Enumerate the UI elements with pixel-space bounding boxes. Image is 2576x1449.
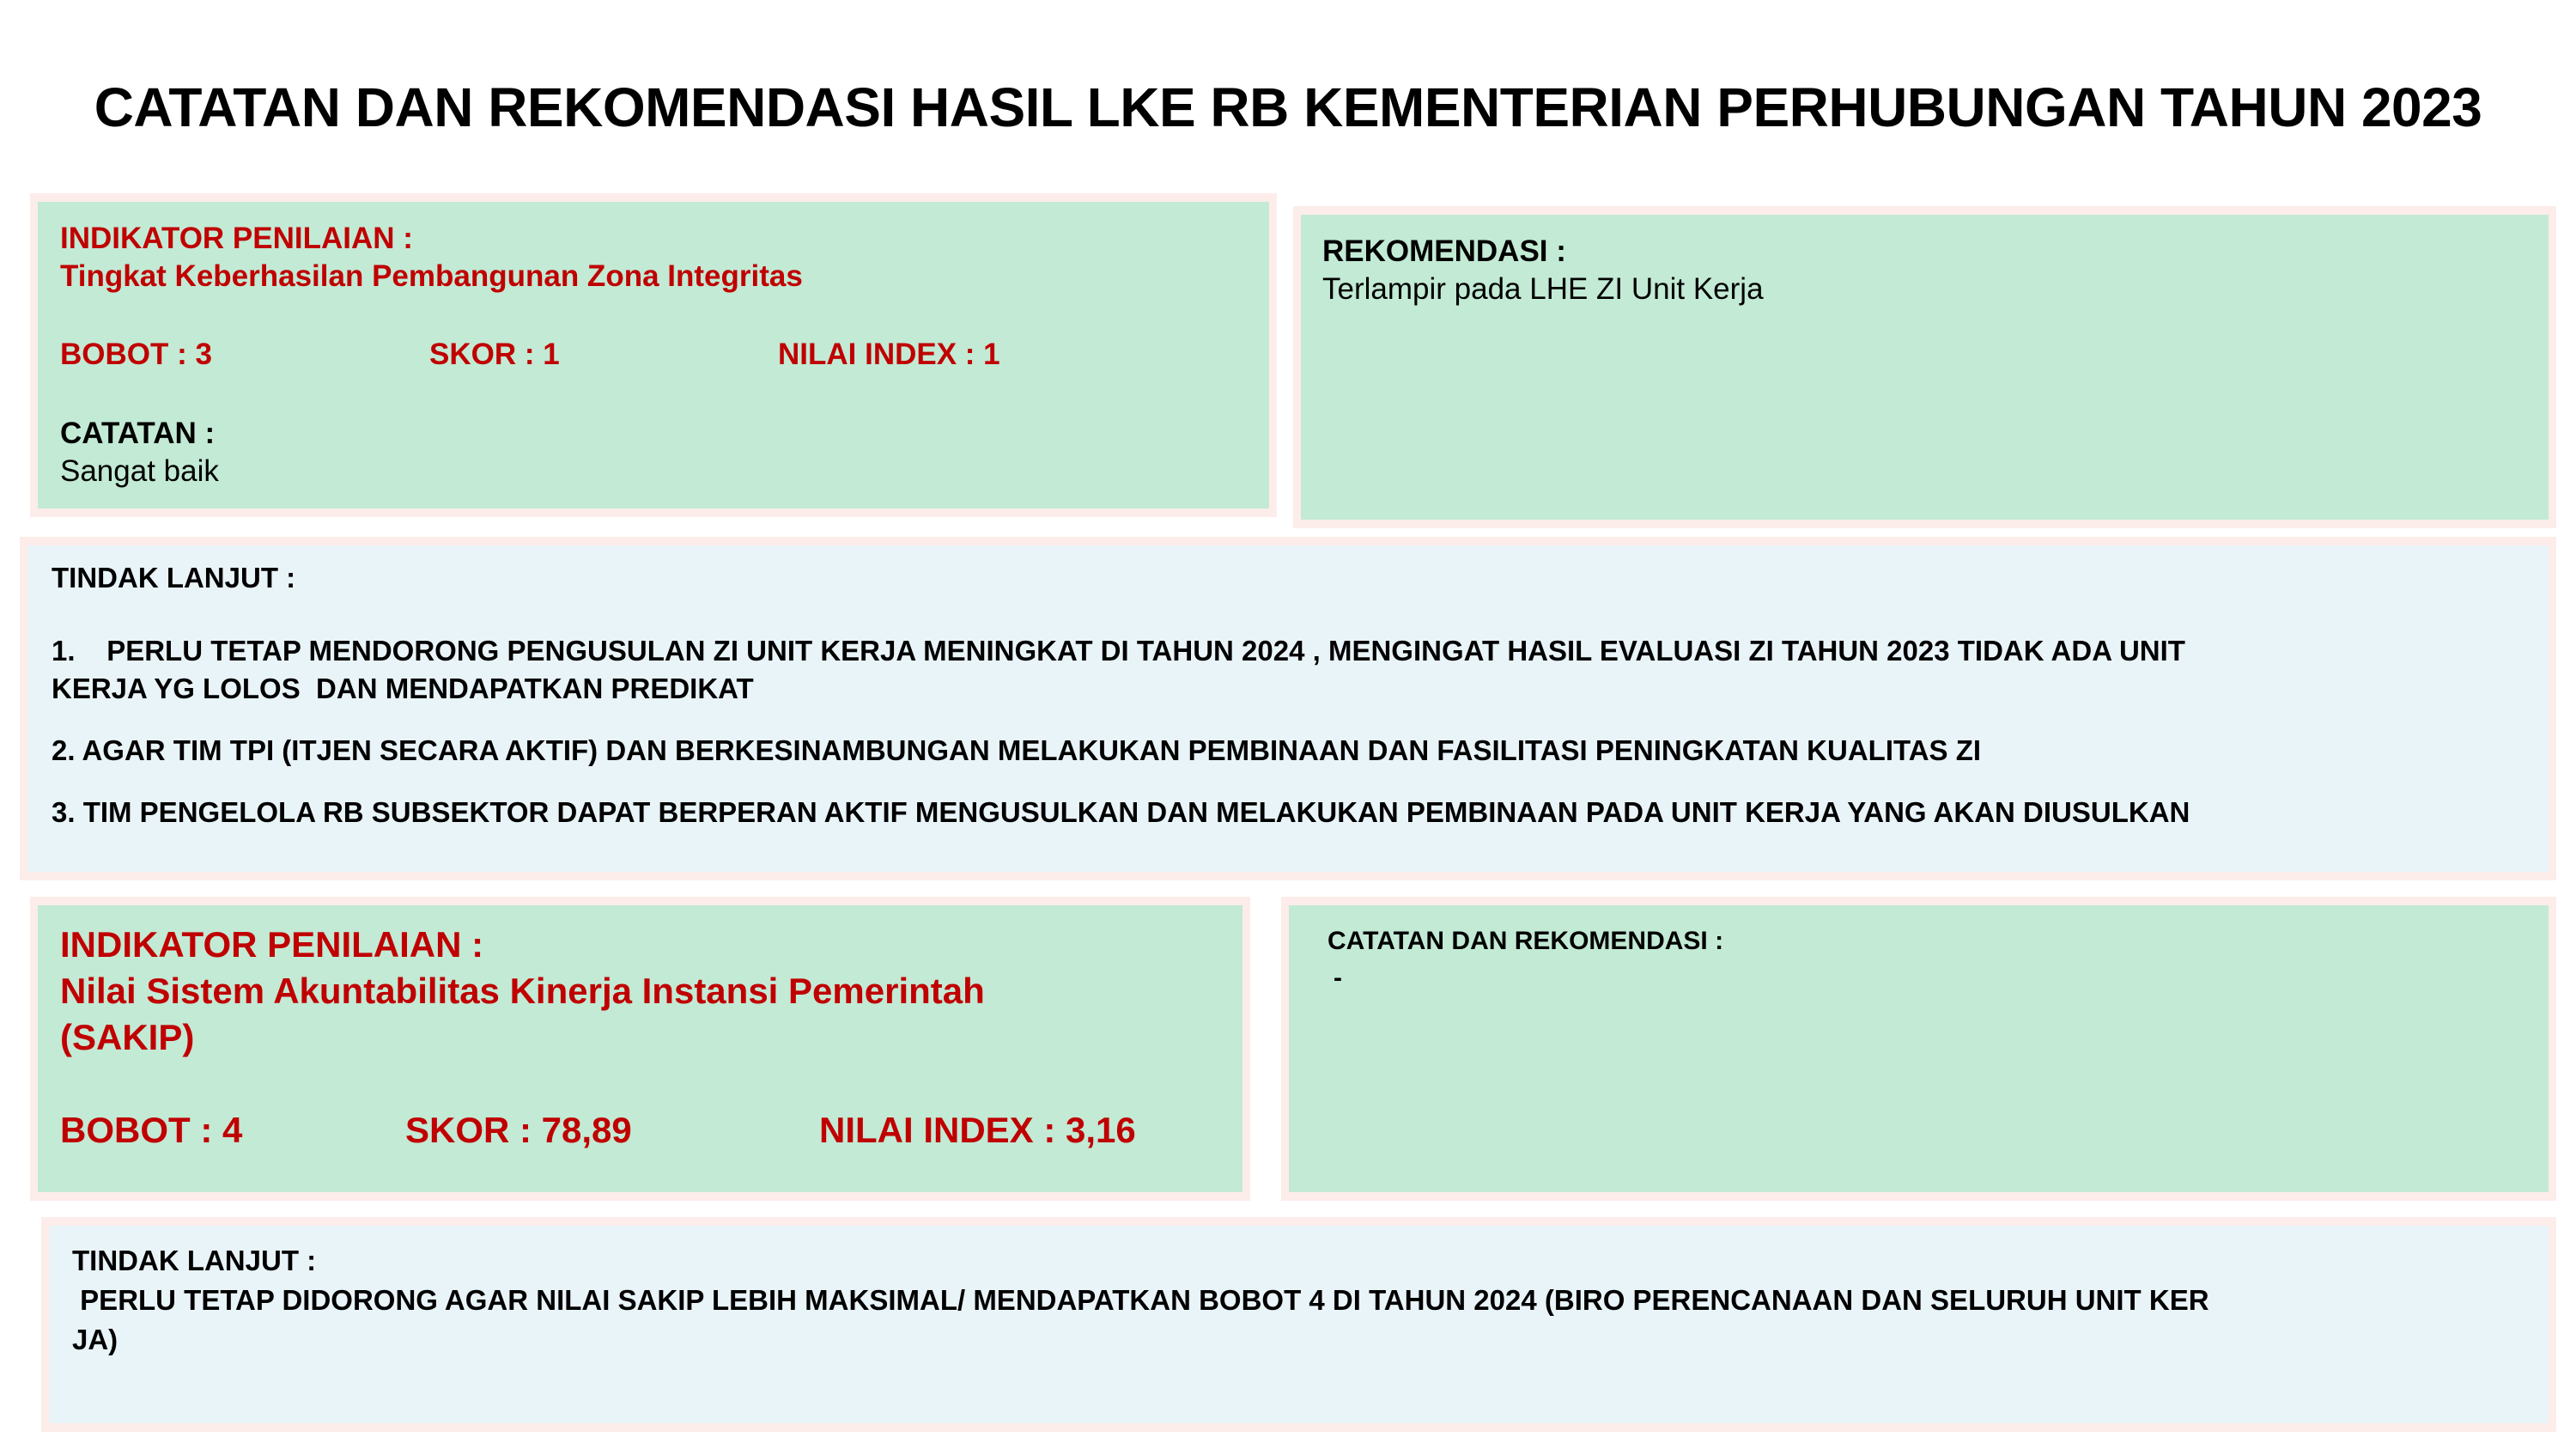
rekomendasi-label: REKOMENDASI : bbox=[1322, 234, 1566, 268]
bobot-value: BOBOT : 3 bbox=[60, 338, 212, 371]
tindak-lanjut-label: TINDAK LANJUT : bbox=[52, 562, 296, 594]
tindak-lanjut-text: PERLU TETAP DIDORONG AGAR NILAI SAKIP LEBIH MAKSIMAL/ MENDAPATKAN BOBOT 4 DI TAHUN 2024 (BIRO PERENCANAAN DAN SELURUH UNIT KER bbox=[72, 1284, 2209, 1316]
tindak-lanjut-item-1-cont: KERJA YG LOLOS DAN MENDAPATKAN PREDIKAT bbox=[52, 673, 754, 704]
indikator-label: INDIKATOR PENILAIAN : bbox=[60, 924, 484, 965]
bobot-value: BOBOT : 4 bbox=[60, 1110, 243, 1150]
tindak-lanjut-sakip-card bbox=[41, 1217, 2556, 1432]
rekomendasi-value: Terlampir pada LHE ZI Unit Kerja bbox=[1322, 272, 1764, 306]
catatan-rekomendasi-value: - bbox=[1334, 964, 1342, 992]
tindak-lanjut-text-cont: JA) bbox=[72, 1324, 118, 1355]
indikator-zi-card bbox=[30, 193, 1277, 517]
page-title: CATATAN DAN REKOMENDASI HASIL LKE RB KEMENTERIAN PERHUBUNGAN TAHUN 2023 bbox=[94, 76, 2482, 138]
indikator-name-cont: (SAKIP) bbox=[60, 1017, 195, 1057]
indikator-sakip-card bbox=[30, 897, 1250, 1201]
rekomendasi-card bbox=[1293, 206, 2556, 528]
indikator-label: INDIKATOR PENILAIAN : bbox=[60, 222, 413, 255]
tindak-lanjut-label: TINDAK LANJUT : bbox=[72, 1245, 317, 1276]
tindak-lanjut-zi-card bbox=[20, 537, 2556, 880]
catatan-rekomendasi-label: CATATAN DAN REKOMENDASI : bbox=[1327, 927, 1724, 955]
indikator-name: Nilai Sistem Akuntabilitas Kinerja Instansi Pemerintah bbox=[60, 971, 985, 1011]
nilai-index-value: NILAI INDEX : 3,16 bbox=[819, 1110, 1136, 1150]
tindak-lanjut-item-1: 1. PERLU TETAP MENDORONG PENGUSULAN ZI UNIT KERJA MENINGKAT DI TAHUN 2024 , MENGINGAT HASIL EVALUASI ZI TAHUN 2023 TIDAK ADA UNIT bbox=[52, 635, 2185, 667]
indikator-name: Tingkat Keberhasilan Pembangunan Zona Integritas bbox=[60, 259, 803, 293]
tindak-lanjut-item-3: 3. TIM PENGELOLA RB SUBSEKTOR DAPAT BERPERAN AKTIF MENGUSULKAN DAN MELAKUKAN PEMBINAAN PADA UNIT KERJA YANG AKAN DIUSULKAN bbox=[52, 796, 2190, 828]
catatan-value: Sangat baik bbox=[60, 454, 219, 488]
tindak-lanjut-item-2: 2. AGAR TIM TPI (ITJEN SECARA AKTIF) DAN BERKESINAMBUNGAN MELAKUKAN PEMBINAAN DAN FASILITASI PENINGKATAN KUALITAS ZI bbox=[52, 734, 1982, 766]
catatan-rekomendasi-card bbox=[1281, 897, 2556, 1201]
skor-value: SKOR : 78,89 bbox=[405, 1110, 632, 1150]
catatan-label: CATATAN : bbox=[60, 417, 216, 450]
nilai-index-value: NILAI INDEX : 1 bbox=[778, 338, 1000, 371]
skor-value: SKOR : 1 bbox=[429, 338, 560, 371]
